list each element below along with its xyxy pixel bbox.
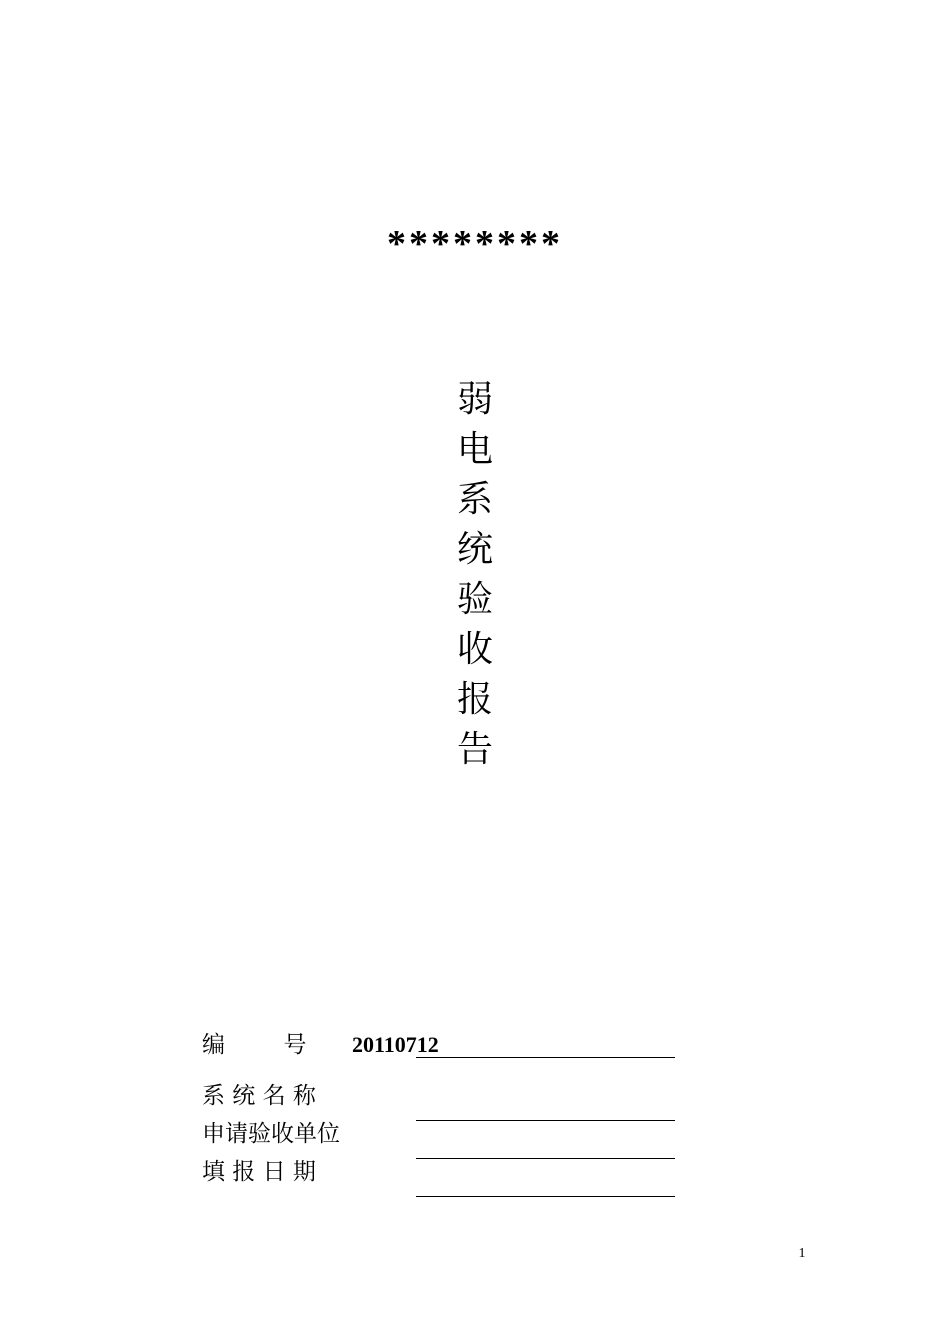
date-underline bbox=[416, 1196, 675, 1197]
date-label: 填 报 日 期 bbox=[202, 1159, 316, 1185]
title-char: 统 bbox=[456, 529, 493, 570]
page-number: 1 bbox=[798, 1246, 806, 1261]
system-name-label: 系 统 名 称 bbox=[202, 1083, 316, 1109]
applicant-label: 申请验收单位 bbox=[202, 1121, 340, 1147]
report-title bbox=[450, 375, 500, 775]
title-char: 弱 bbox=[456, 379, 493, 420]
number-value: 20110712 bbox=[352, 1032, 439, 1057]
title-char: 验 bbox=[456, 579, 493, 620]
applicant-underline bbox=[416, 1158, 675, 1159]
title-char: 报 bbox=[456, 679, 493, 720]
header-stars: ******** bbox=[387, 223, 563, 265]
system-name-underline bbox=[416, 1120, 675, 1121]
number-underline bbox=[416, 1057, 675, 1058]
title-char: 电 bbox=[456, 429, 493, 470]
title-char: 收 bbox=[456, 629, 493, 670]
title-char: 系 bbox=[456, 479, 493, 520]
title-char: 告 bbox=[456, 729, 493, 770]
number-label: 编 号 bbox=[202, 1032, 307, 1058]
